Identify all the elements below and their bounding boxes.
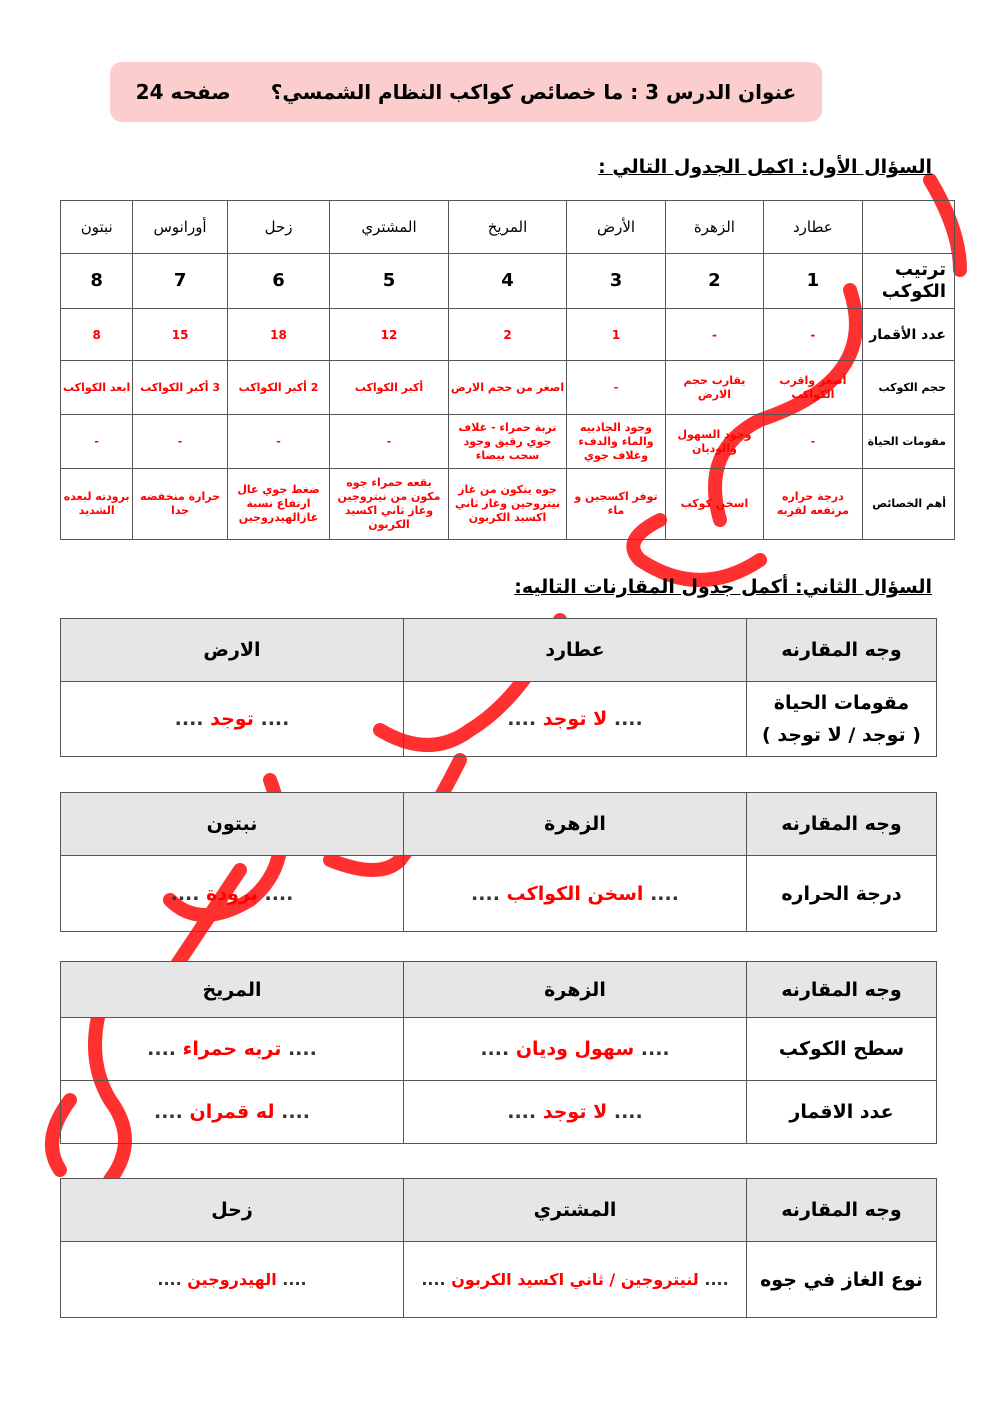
answer-cell: يقارب حجم الارض — [665, 361, 763, 415]
planet-b-header: الارض — [61, 619, 404, 682]
answer-cell: .... لا توجد .... — [404, 1081, 747, 1144]
answer-cell: .... له قمران .... — [61, 1081, 404, 1144]
size-row — [61, 361, 955, 415]
answer-cell: - — [227, 415, 329, 469]
lesson-title-box — [110, 62, 822, 122]
answer-cell: .... سهول وديان .... — [404, 1018, 747, 1081]
comparison-table-3 — [60, 961, 937, 1144]
planet-name: نبتون — [61, 201, 133, 254]
planet-name: عطارد — [764, 201, 862, 254]
planet-name: الأرض — [567, 201, 665, 254]
answer-cell: حرارة منخفضه جدا — [133, 469, 227, 540]
answer-cell: أصغر واقرب الكواكب — [764, 361, 862, 415]
answer-cell: وجود الجاذبيه والماء والدفء وغلاف جوي — [567, 415, 665, 469]
order-cell: 2 — [665, 254, 763, 309]
answer-cell: 2 أكبر الكواكب — [227, 361, 329, 415]
comparison-row — [61, 856, 937, 932]
planet-b-header: المريخ — [61, 962, 404, 1018]
order-row — [61, 254, 955, 309]
planet-a-header: المشتري — [404, 1179, 747, 1242]
planet-name: المريخ — [448, 201, 567, 254]
row-label: عدد الأقمار — [862, 309, 954, 361]
question-2-heading: السؤال الثاني: أكمل جدول المقارنات التاليه: — [514, 576, 932, 598]
comparison-header-row — [61, 619, 937, 682]
comparison-header-row — [61, 793, 937, 856]
planet-b-header: نبتون — [61, 793, 404, 856]
corner-cell — [862, 201, 954, 254]
answer-cell: اسخن كوكب — [665, 469, 763, 540]
answer-cell: 15 — [133, 309, 227, 361]
answer-cell: 12 — [330, 309, 449, 361]
answer-cell: .... اسخن الكواكب .... — [404, 856, 747, 932]
planet-names-row — [61, 201, 955, 254]
answer-cell: - — [61, 415, 133, 469]
answer-cell: - — [330, 415, 449, 469]
answer-cell: برودته لبعده الشديد — [61, 469, 133, 540]
answer-cell: بقعه حمراء جوه مكون من نيتروجين وغاز ثاني اكسيد الكربون — [330, 469, 449, 540]
planet-a-header: الزهرة — [404, 962, 747, 1018]
row-label: أهم الخصائص — [862, 469, 954, 540]
answer-cell: درجة حراره مرتفعه لقربه — [764, 469, 862, 540]
comparison-table-4 — [60, 1178, 937, 1318]
answer-cell: ابعد الكواكب — [61, 361, 133, 415]
answer-cell: جوه يتكون من غاز نيتروجين وغاز ثاني اكسيد الكربون — [448, 469, 567, 540]
answer-cell: - — [764, 309, 862, 361]
comparison-aspect-header: وجه المقارنه — [747, 1179, 937, 1242]
answer-cell: .... تربه حمراء .... — [61, 1018, 404, 1081]
comparison-table-1 — [60, 618, 937, 757]
planets-table — [60, 200, 955, 540]
comparison-label — [747, 682, 937, 757]
moons-row — [61, 309, 955, 361]
answer-cell: وجود السهول والوديان — [665, 415, 763, 469]
answer-cell: - — [133, 415, 227, 469]
comparison-aspect-header: وجه المقارنه — [747, 793, 937, 856]
row-label: مقومات الحياة — [862, 415, 954, 469]
answer-cell: توفر اكسجين و ماء — [567, 469, 665, 540]
answer-cell: - — [764, 415, 862, 469]
planet-name: أورانوس — [133, 201, 227, 254]
comparison-label: درجة الحراره — [747, 856, 937, 932]
comparison-row — [61, 682, 937, 757]
answer-cell: 3 أكبر الكواكب — [133, 361, 227, 415]
comparison-label: نوع الغاز في جوه — [747, 1242, 937, 1318]
answer-cell: .... لنيتروجين / ثاني اكسيد الكربون .... — [404, 1242, 747, 1318]
comparison-row — [61, 1081, 937, 1144]
life-row — [61, 415, 955, 469]
planet-name: الزهرة — [665, 201, 763, 254]
comparison-row — [61, 1242, 937, 1318]
comparison-row — [61, 1018, 937, 1081]
features-row — [61, 469, 955, 540]
order-cell: 4 — [448, 254, 567, 309]
comparison-table-2 — [60, 792, 937, 932]
answer-cell: - — [567, 361, 665, 415]
answer-cell: ضغط جوي عال ارتفاع نسبة غازالهيدروجين — [227, 469, 329, 540]
answer-cell: تربة حمراء - غلاف جوي رقيق وجود سحب بيضاء — [448, 415, 567, 469]
answer-cell: .... برودة .... — [61, 856, 404, 932]
answer-cell: 1 — [567, 309, 665, 361]
answer-cell: اصغر من حجم الارض — [448, 361, 567, 415]
row-label: حجم الكوكب — [862, 361, 954, 415]
order-cell: 5 — [330, 254, 449, 309]
comparison-label: عدد الاقمار — [747, 1081, 937, 1144]
order-cell: 7 — [133, 254, 227, 309]
question-1-heading: السؤال الأول: اكمل الجدول التالي : — [598, 156, 932, 178]
answer-cell: .... توجد .... — [61, 682, 404, 757]
label-subtext: ( توجد / لا توجد ) — [762, 724, 921, 746]
lesson-title: عنوان الدرس 3 : ما خصائص كواكب النظام الشمسي؟ — [270, 80, 797, 104]
answer-cell: 2 — [448, 309, 567, 361]
answer-cell: .... لا توجد .... — [404, 682, 747, 757]
planet-a-header: الزهرة — [404, 793, 747, 856]
order-cell: 3 — [567, 254, 665, 309]
answer-cell: .... الهيدروجين .... — [61, 1242, 404, 1318]
comparison-aspect-header: وجه المقارنه — [747, 962, 937, 1018]
order-cell: 6 — [227, 254, 329, 309]
order-cell: 1 — [764, 254, 862, 309]
planet-b-header: زحل — [61, 1179, 404, 1242]
planet-a-header: عطارد — [404, 619, 747, 682]
comparison-header-row — [61, 1179, 937, 1242]
page-number: صفحه 24 — [135, 80, 231, 104]
answer-cell: 8 — [61, 309, 133, 361]
row-label: ترتيب الكوكب — [862, 254, 954, 309]
label-text: مقومات الحياة — [773, 692, 910, 714]
answer-cell: أكبر الكواكب — [330, 361, 449, 415]
answer-cell: 18 — [227, 309, 329, 361]
answer-cell: - — [665, 309, 763, 361]
comparison-header-row — [61, 962, 937, 1018]
comparison-label: سطح الكوكب — [747, 1018, 937, 1081]
comparison-aspect-header: وجه المقارنه — [747, 619, 937, 682]
order-cell: 8 — [61, 254, 133, 309]
planet-name: المشتري — [330, 201, 449, 254]
planet-name: زحل — [227, 201, 329, 254]
